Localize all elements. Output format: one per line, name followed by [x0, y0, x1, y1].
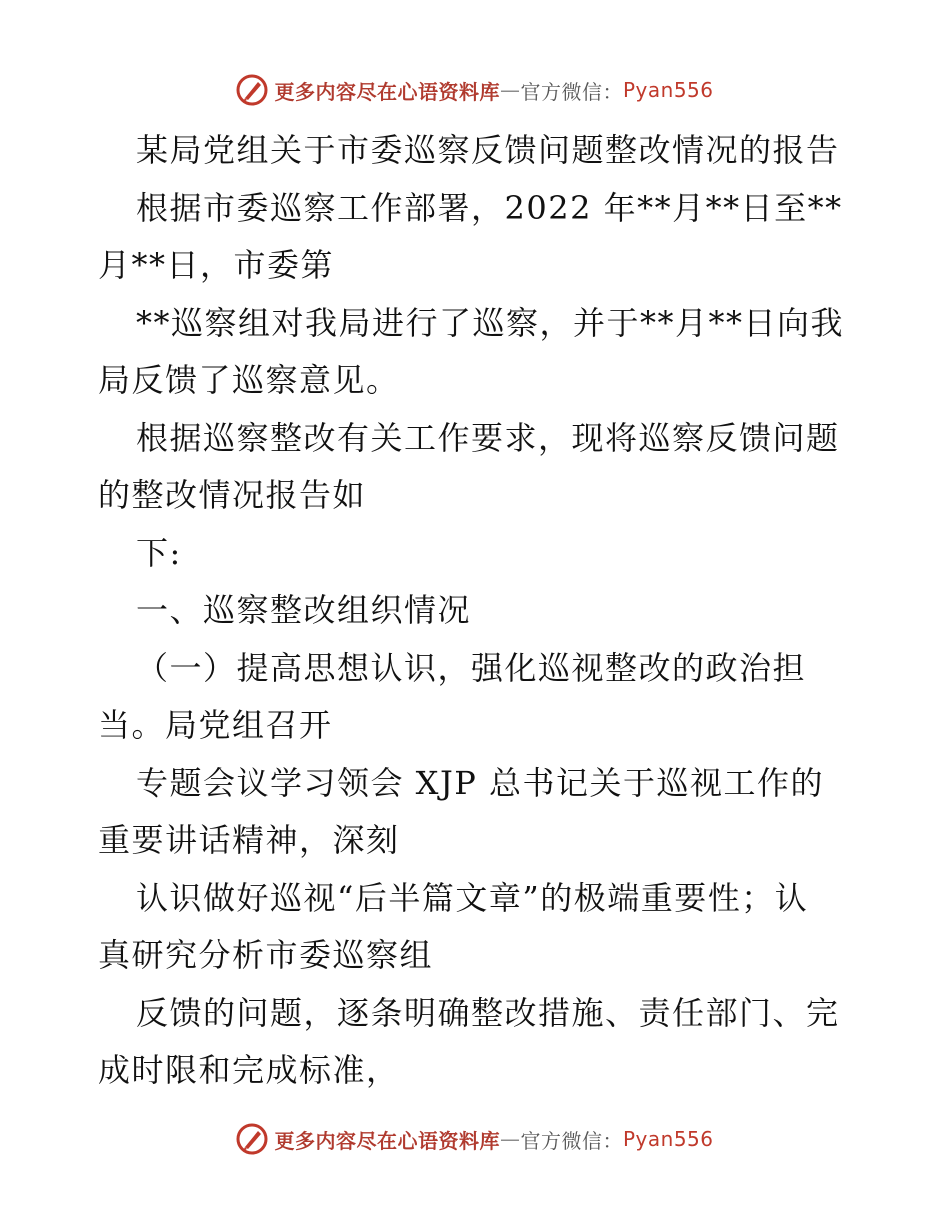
text-line: **巡察组对我局进行了巡察，并于**月**日向我	[136, 303, 845, 342]
watermark-main-text: 更多内容尽在心语资料库	[274, 1128, 500, 1153]
watermark-banner-top	[0, 70, 950, 110]
text-line: 成时限和完成标准，	[98, 1051, 400, 1089]
document-title: 某局党组关于市委巡察反馈问题整改情况的报告	[136, 131, 840, 169]
watermark-wechat-id: Pyan556	[622, 78, 714, 102]
text-line: 认识做好巡视“后半篇文章”的极端重要性；认	[136, 878, 809, 917]
watermark-wechat-label: 官方微信：	[520, 79, 623, 104]
text-line: 真研究分析市委巡察组	[98, 936, 434, 974]
text-line: 根据巡察整改有关工作要求，现将巡察反馈问题	[136, 418, 840, 457]
text-line: 的整改情况报告如	[98, 476, 367, 514]
watermark-main-text: 更多内容尽在心语资料库	[274, 79, 500, 104]
document-body	[98, 122, 858, 1100]
section-heading: 一、巡察整改组织情况	[136, 591, 472, 629]
text-line: 月**日，市委第	[98, 246, 335, 284]
text-line: 专题会议学习领会 XJP 总书记关于巡视工作的	[136, 763, 824, 802]
watermark-dash: —	[499, 78, 521, 102]
subsection-heading: （一）提高思想认识，强化巡视整改的政治担	[136, 648, 807, 687]
text-line: 根据市委巡察工作部署，2022 年**月**日至**	[136, 188, 843, 227]
text-line: 下:	[136, 533, 182, 572]
watermark-banner-bottom	[0, 1119, 950, 1159]
text-line: 重要讲话精神，深刻	[98, 821, 400, 859]
text-line: 当。局党组召开	[98, 706, 333, 744]
watermark-wechat-label: 官方微信：	[520, 1128, 623, 1153]
watermark-wechat-id: Pyan556	[622, 1127, 714, 1151]
text-line: 反馈的问题，逐条明确整改措施、责任部门、完	[136, 993, 840, 1032]
quill-logo-icon	[236, 74, 268, 106]
watermark-dash: —	[499, 1127, 521, 1151]
quill-logo-icon	[236, 1123, 268, 1155]
text-line: 局反馈了巡察意见。	[98, 361, 400, 399]
